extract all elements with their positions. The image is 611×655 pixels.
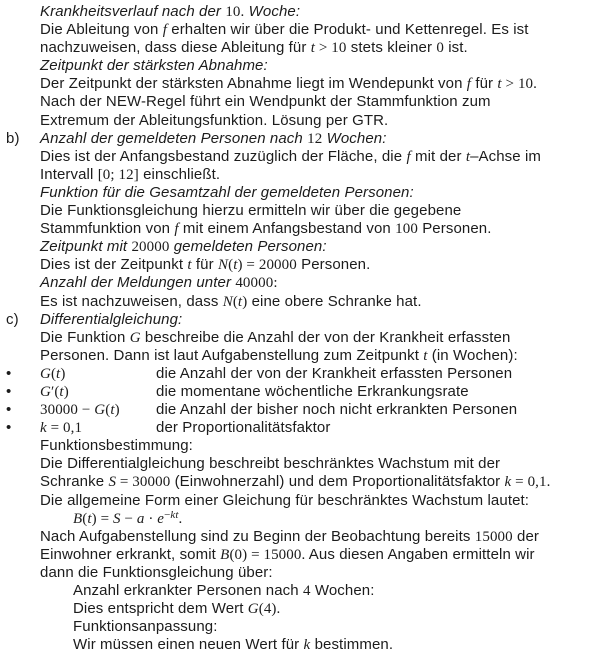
- text-line: [0, 75, 611, 93]
- math-segment: 30000 −: [40, 402, 95, 419]
- bullet-icon: •: [6, 382, 12, 400]
- text-segment: der: [512, 527, 539, 545]
- math-segment: > 10.: [501, 76, 537, 93]
- math-segment: (: [228, 257, 234, 274]
- math-segment: 40000:: [235, 275, 278, 292]
- math-segment: G: [247, 601, 259, 618]
- text-segment: Die Differentialgleichung beschreibt beschränktes Wachstum mit der: [40, 455, 501, 473]
- math-segment: G: [129, 329, 141, 346]
- text-line: [0, 238, 611, 256]
- math-segment: ·: [144, 510, 158, 527]
- gutter-space: [0, 93, 40, 111]
- math-superscript: kt: [170, 509, 179, 522]
- math-segment: k: [40, 420, 47, 437]
- math-segment: f: [406, 148, 411, 165]
- line-content: [40, 39, 468, 57]
- text-line: [0, 582, 611, 600]
- math-segment: t: [465, 148, 471, 165]
- text-segment: dann die Funktionsgleichung über:: [40, 563, 273, 581]
- math-segment: (4).: [258, 601, 281, 618]
- gutter-space: [0, 75, 40, 93]
- math-segment: ): [114, 402, 120, 419]
- text-line: [0, 365, 611, 383]
- math-segment: a: [136, 510, 145, 527]
- text-segment: Dies ist der Zeitpunkt: [40, 256, 188, 274]
- math-segment: −: [120, 510, 137, 527]
- gutter-space: [0, 57, 40, 75]
- text-segment: Nach Aufgabenstellung sind zu Beginn der Beobachtung bereits: [40, 527, 475, 545]
- text-segment: Die Funktion: [40, 328, 130, 346]
- text-line: [0, 383, 611, 401]
- math-segment: 10.: [225, 4, 245, 20]
- line-content: [40, 311, 182, 329]
- math-segment: 20000: [131, 239, 170, 256]
- math-segment: (: [82, 510, 88, 527]
- gutter-space: [0, 473, 40, 491]
- text-line: [0, 347, 611, 365]
- line-content: [40, 220, 491, 238]
- gutter-space: [0, 492, 40, 510]
- text-line: [0, 473, 611, 491]
- text-segment: für: [471, 75, 498, 93]
- gutter-space: [0, 510, 40, 528]
- line-content: [40, 510, 182, 528]
- math-segment: 12: [307, 130, 323, 147]
- text-segment: Einwohner erkrankt, somit: [40, 545, 221, 563]
- definition-term: [40, 383, 156, 401]
- gutter-space: [0, 220, 40, 238]
- text-segment: stets kleiner: [346, 39, 437, 57]
- gutter-space: [0, 202, 40, 220]
- text-line: [0, 202, 611, 220]
- line-content: [40, 455, 500, 473]
- line-content: [40, 528, 539, 546]
- text-segment: Die Ableitung von: [40, 21, 163, 39]
- math-segment: f: [466, 76, 472, 93]
- gutter-space: [0, 3, 40, 21]
- text-line: [0, 57, 611, 75]
- text-segment: Schranke: [40, 473, 109, 491]
- math-segment: ) =: [91, 510, 114, 527]
- text-segment: Woche:: [244, 3, 301, 20]
- gutter-space: [0, 256, 40, 274]
- text-segment: nachzuweisen, dass diese Ableitung für: [40, 39, 311, 57]
- line-content: [40, 274, 278, 292]
- text-line: [0, 329, 611, 347]
- math-segment: G: [40, 383, 51, 400]
- line-content: [40, 184, 414, 202]
- line-content: [40, 347, 518, 365]
- math-segment: f: [162, 22, 167, 39]
- text-segment: Anzahl erkrankter Personen nach: [73, 582, 303, 599]
- line-content: [40, 166, 220, 184]
- text-segment: Wir müssen einen neuen Wert für: [73, 636, 304, 654]
- math-segment: t: [423, 347, 428, 364]
- text-segment: Krankheitsverlauf nach der: [40, 3, 226, 20]
- text-line: [0, 293, 611, 311]
- text-line: [0, 636, 611, 654]
- gutter-space: [0, 148, 40, 166]
- text-segment: (in Wochen):: [427, 346, 518, 364]
- math-segment: B: [220, 546, 230, 563]
- math-segment: = 30000: [116, 474, 171, 491]
- text-segment: Zeitpunkt der stärksten Abnahme:: [40, 57, 268, 75]
- line-content: [40, 238, 327, 256]
- line-content: [40, 3, 300, 21]
- line-content: [40, 636, 393, 654]
- text-segment: Anzahl der Meldungen unter: [40, 274, 236, 292]
- math-segment: = 0,1.: [511, 474, 551, 491]
- text-line: [0, 166, 611, 184]
- gutter-space: [0, 546, 40, 564]
- text-segment: mit der: [410, 147, 466, 165]
- math-segment: t: [59, 383, 64, 400]
- gutter-space: [0, 184, 40, 202]
- gutter-space: [0, 112, 40, 130]
- line-content: [40, 582, 375, 600]
- gutter-space: [0, 564, 40, 582]
- text-segment: Der Zeitpunkt der stärksten Abnahme liegt im Wendepunkt von: [40, 75, 467, 93]
- text-line: [0, 492, 611, 510]
- text-line: [0, 130, 611, 148]
- math-segment: t: [187, 257, 192, 274]
- text-segment: Anzahl der gemeldeten Personen nach: [40, 129, 308, 147]
- math-segment: N: [217, 257, 229, 274]
- text-segment: Es ist nachzuweisen, dass: [40, 292, 223, 310]
- text-segment: Intervall: [40, 165, 98, 183]
- gutter-space: [0, 437, 40, 455]
- definition-description: die Anzahl der bisher noch nicht erkrankten Personen: [156, 401, 518, 419]
- line-content: [40, 365, 512, 383]
- definition-term: [40, 365, 156, 383]
- text-line: [0, 528, 611, 546]
- line-content: [40, 437, 193, 455]
- text-segment: Zeitpunkt mit: [40, 238, 132, 256]
- definition-term: [40, 401, 156, 419]
- math-segment: e: [157, 510, 165, 527]
- text-segment: Nach der NEW-Regel führt ein Wendpunkt der Stammfunktion zum: [40, 93, 491, 111]
- text-segment: einschließt.: [138, 165, 221, 183]
- math-superscript: −: [164, 509, 171, 522]
- line-content: [40, 564, 273, 582]
- bullet-icon: •: [6, 419, 12, 437]
- math-segment: t: [237, 293, 243, 310]
- line-content: [40, 473, 550, 491]
- text-line: [0, 256, 611, 274]
- gutter-space: [0, 166, 40, 184]
- text-line: [0, 21, 611, 39]
- math-segment: B: [73, 510, 83, 527]
- gutter-space: [0, 238, 40, 256]
- text-line: [0, 401, 611, 419]
- math-segment: k: [504, 474, 512, 491]
- definition-term: [40, 419, 156, 437]
- text-line: [0, 184, 611, 202]
- text-segment: Aus diesen Angaben ermitteln wir: [305, 545, 535, 563]
- text-segment: Dies entspricht dem Wert: [73, 600, 248, 618]
- text-line: [0, 546, 611, 564]
- gutter-space: [0, 293, 40, 311]
- text-segment: Funktion für die Gesamtzahl der gemeldeten Personen:: [40, 183, 414, 201]
- math-segment: ): [242, 293, 248, 310]
- section-marker: b): [6, 129, 20, 147]
- definition-description: der Proportionalitätsfaktor: [156, 419, 331, 437]
- text-segment: eine obere Schranke hat.: [247, 292, 422, 310]
- text-line: [0, 437, 611, 455]
- line-content: [40, 419, 330, 437]
- text-segment: beschreibe die Anzahl der von der Krankheit erfassten: [140, 328, 511, 346]
- gutter-space: [0, 528, 40, 546]
- text-segment: Funktionsanpassung:: [73, 618, 218, 636]
- math-segment: t: [56, 365, 61, 382]
- text-segment: Extremum der Ableitungsfunktion. Lösung per GTR.: [40, 111, 389, 129]
- text-segment: erhalten wir über die Produkt- und Kettenregel. Es ist: [167, 21, 529, 39]
- math-segment: S: [108, 474, 117, 491]
- math-segment: 100: [395, 221, 418, 238]
- definition-description: die momentane wöchentliche Erkrankungsrate: [156, 382, 469, 400]
- math-segment: 0: [436, 40, 444, 57]
- line-content: [40, 93, 491, 111]
- text-line: [0, 564, 611, 582]
- gutter-space: [0, 455, 40, 473]
- line-content: [40, 21, 529, 39]
- line-content: [40, 618, 218, 636]
- bullet-icon: •: [6, 364, 12, 382]
- math-segment: [0; 12]: [97, 166, 139, 183]
- line-content: [40, 57, 268, 75]
- line-content: [40, 546, 535, 564]
- line-content: [40, 293, 422, 311]
- math-segment: (0) = 15000.: [229, 546, 306, 563]
- math-segment: G: [94, 402, 106, 419]
- text-segment: Funktionsbestimmung:: [40, 437, 193, 455]
- text-segment: –Achse im: [470, 147, 542, 165]
- math-segment: t: [310, 40, 316, 57]
- text-line: [0, 419, 611, 437]
- math-segment: ): [60, 365, 66, 382]
- math-segment: = 0,1: [46, 420, 83, 437]
- math-segment: 15000: [474, 528, 513, 545]
- text-segment: Personen.: [296, 256, 371, 274]
- gutter-space: [0, 39, 40, 57]
- math-segment: t: [233, 257, 238, 274]
- line-content: [40, 401, 517, 419]
- math-segment: t: [110, 402, 115, 419]
- text-line: [0, 618, 611, 636]
- gutter-space: [0, 347, 40, 365]
- text-segment: für: [191, 256, 218, 274]
- text-segment: Die Funktionsgleichung hierzu ermitteln wir über die gegebene: [40, 202, 462, 220]
- text-line: [0, 274, 611, 292]
- math-segment: S: [113, 510, 121, 527]
- text-segment: Dies ist der Anfangsbestand zuzüglich der Fläche, die: [40, 147, 407, 165]
- text-line: [0, 455, 611, 473]
- text-line: [0, 3, 611, 21]
- gutter-space: [0, 618, 40, 636]
- line-content: [40, 329, 510, 347]
- text-line: [0, 112, 611, 130]
- gutter-space: [0, 274, 40, 292]
- bullet-icon: •: [6, 401, 12, 419]
- text-segment: Wochen:: [310, 582, 375, 599]
- text-segment: Wochen:: [322, 129, 387, 147]
- text-segment: Personen.: [417, 220, 492, 238]
- gutter-space: [0, 329, 40, 347]
- text-segment: Die allgemeine Form einer Gleichung für beschränktes Wachstum lautet:: [40, 491, 530, 509]
- line-content: [40, 75, 537, 93]
- text-segment: Stammfunktion von: [40, 220, 175, 238]
- math-segment: k: [303, 637, 311, 654]
- text-line: [0, 220, 611, 238]
- text-line: [0, 148, 611, 166]
- text-segment: mit einem Anfangsbestand von: [178, 220, 396, 238]
- math-segment: t: [497, 76, 502, 93]
- text-line: [0, 510, 611, 528]
- math-segment: N: [222, 293, 233, 310]
- text-segment: bestimmen.: [310, 636, 394, 654]
- text-segment: ist.: [443, 39, 468, 57]
- line-content: [40, 148, 541, 166]
- text-segment: (Einwohnerzahl) und dem Proportionalitätsfaktor: [170, 473, 505, 491]
- text-line: [0, 93, 611, 111]
- gutter-space: [0, 636, 40, 654]
- gutter-space: [0, 21, 40, 39]
- definition-description: die Anzahl der von der Krankheit erfassten Personen: [156, 364, 513, 382]
- math-segment: f: [174, 221, 179, 238]
- math-segment: (: [232, 293, 238, 310]
- math-segment: G: [40, 365, 51, 382]
- line-content: [40, 112, 388, 130]
- text-line: [0, 600, 611, 618]
- math-segment: 4: [303, 583, 311, 599]
- gutter-space: [0, 600, 40, 618]
- math-segment: t: [87, 510, 92, 527]
- line-content: [40, 383, 469, 401]
- line-content: [40, 600, 280, 618]
- text-segment: Personen. Dann ist laut Aufgabenstellung zum Zeitpunkt: [40, 346, 424, 364]
- line-content: [40, 256, 370, 274]
- math-segment: (: [50, 365, 57, 382]
- math-segment: (: [105, 402, 111, 419]
- line-content: [40, 130, 387, 148]
- line-content: [40, 492, 529, 510]
- math-segment: ): [63, 383, 69, 400]
- line-content: [40, 202, 461, 220]
- gutter-space: [0, 582, 40, 600]
- math-segment: ) = 20000: [237, 257, 297, 274]
- text-line: [0, 39, 611, 57]
- text-segment: Differentialgleichung:: [40, 310, 183, 328]
- math-segment: ′(: [50, 383, 60, 400]
- section-marker: c): [6, 310, 19, 328]
- math-segment: > 10: [315, 40, 347, 57]
- math-segment: .: [178, 510, 183, 527]
- text-line: [0, 311, 611, 329]
- text-segment: gemeldeten Personen:: [169, 238, 327, 256]
